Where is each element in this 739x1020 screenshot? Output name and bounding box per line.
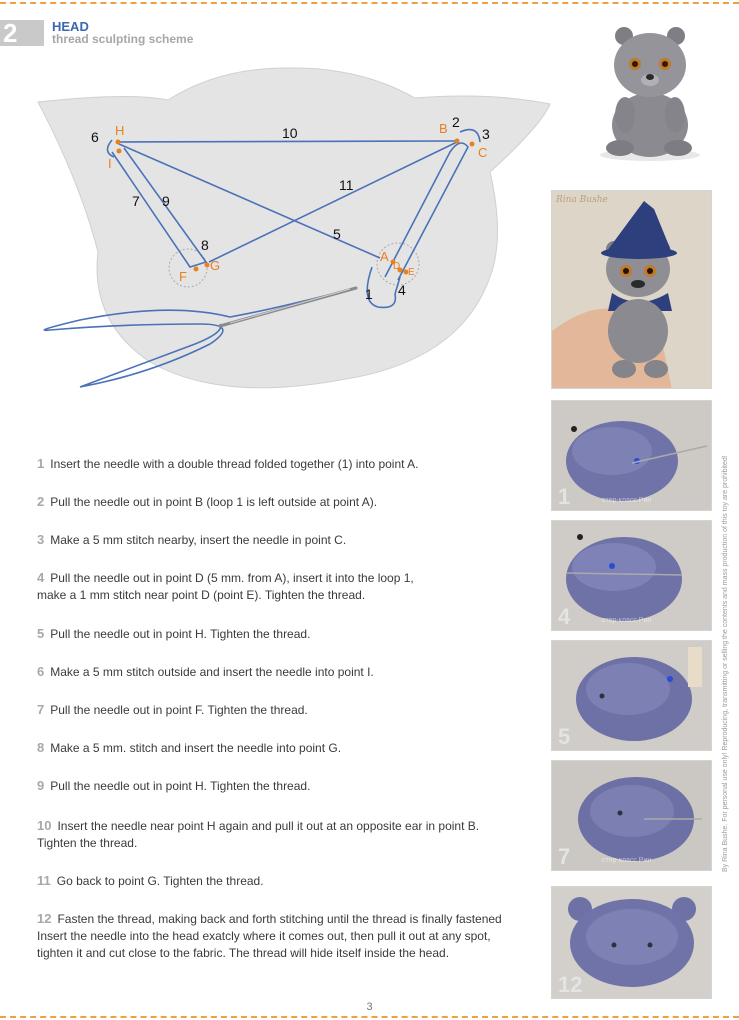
head-scheme-svg	[20, 62, 560, 402]
point-label-e: E	[408, 267, 415, 278]
section-number-badge: 2	[0, 20, 44, 46]
point-label-d: D	[393, 261, 401, 272]
step-photo-1	[551, 400, 712, 511]
step-7: 7 Pull the needle out in point F. Tighten the thread.	[37, 702, 308, 717]
bottom-dashed-border	[0, 1016, 739, 1018]
step-photo-4-art	[552, 521, 712, 631]
step-photo-1-art	[552, 401, 712, 511]
loop-number-11: 11	[339, 177, 354, 193]
point-label-c: C	[478, 145, 488, 160]
step-4: 4 Pull the needle out in point D (5 mm. from A), insert it into the loop 1, make a 1 mm stitch near point D (point E). Tighten the thread.	[37, 570, 414, 602]
step-photo-5	[551, 640, 712, 751]
step-photo-1-tag: 1	[558, 484, 571, 509]
step-11: 11 Go back to point G. Tighten the thread.	[37, 873, 264, 888]
bear-photo-wizard	[551, 190, 712, 389]
step-photo-12-tag: 12	[558, 972, 583, 997]
loop-number-6: 6	[91, 129, 99, 145]
loop-number-5: 5	[333, 226, 341, 242]
section-subtitle: thread sculpting scheme	[52, 32, 194, 46]
step-1: 1 Insert the needle with a double thread folded together (1) into point A.	[37, 456, 419, 471]
step-photo-4-tag: 4	[558, 604, 571, 629]
point-label-b: B	[439, 121, 448, 136]
photo-signature: Rina Bushe	[556, 195, 608, 205]
loop-number-2: 2	[452, 114, 460, 130]
head-silhouette	[38, 68, 550, 388]
step-9: 9 Pull the needle out in point H. Tighten the thread.	[37, 778, 311, 793]
step-photo-5-tag: 5	[558, 724, 571, 749]
thread-line-10	[118, 141, 457, 142]
step-12: 12 Fasten the thread, making back and forth stitching until the thread is finally fastened Insert the needle into the head exatcly where it comes out, then pull it out at any spot, tighten it and cut close to the fabric. The thread will hide itself inside the head.	[37, 911, 502, 960]
top-dashed-border	[0, 2, 739, 4]
point-label-a: A	[380, 249, 389, 264]
step-photo-7-tag: 7	[558, 844, 571, 869]
point-label-i: I	[108, 156, 112, 171]
step-photo-4	[551, 520, 712, 631]
point-label-f: F	[179, 269, 187, 284]
loop-number-3: 3	[482, 126, 490, 142]
step-photo-12	[551, 886, 712, 999]
step-6: 6 Make a 5 mm stitch outside and insert the needle into point I.	[37, 664, 374, 679]
step-photo-4-watermark: стер-класс Рин	[602, 617, 652, 624]
step-2: 2 Pull the needle out in point B (loop 1 is left outside at point A).	[37, 494, 378, 509]
section-title: HEAD	[52, 19, 89, 34]
step-5: 5 Pull the needle out in point H. Tighten the thread.	[37, 626, 311, 641]
point-label-h: H	[115, 123, 125, 138]
loop-number-4: 4	[398, 282, 406, 298]
step-photo-7-watermark: стер-класс Рин	[602, 857, 652, 864]
step-photo-7-art	[552, 761, 712, 871]
copyright-notice: By Rina Bushe. For personal use only! Reproducing, transmitting or selling the contents and mass production of this toy are prohibited!	[722, 455, 729, 872]
point-label-g: G	[210, 258, 221, 273]
page-number: 3	[366, 1001, 373, 1013]
loop-number-8: 8	[201, 237, 209, 253]
step-photo-7	[551, 760, 712, 871]
thread-sculpting-diagram	[20, 62, 560, 402]
bear-photo-top	[580, 20, 720, 165]
wizard-bear-illustration	[552, 191, 712, 389]
loop-number-1: 1	[365, 286, 373, 302]
bear-illustration	[580, 20, 720, 165]
loop-number-9: 9	[162, 193, 170, 209]
step-10: 10 Insert the needle near point H again and pull it out at an opposite ear in point B. Tighten the thread.	[37, 818, 480, 850]
loop-number-7: 7	[132, 193, 140, 209]
step-photo-1-watermark: стер-класс Рин	[602, 497, 652, 504]
step-3: 3 Make a 5 mm stitch nearby, insert the needle in point C.	[37, 532, 347, 547]
step-8: 8 Make a 5 mm. stitch and insert the needle into point G.	[37, 740, 342, 755]
loop-number-10: 10	[282, 125, 298, 141]
step-photo-5-art	[552, 641, 712, 751]
